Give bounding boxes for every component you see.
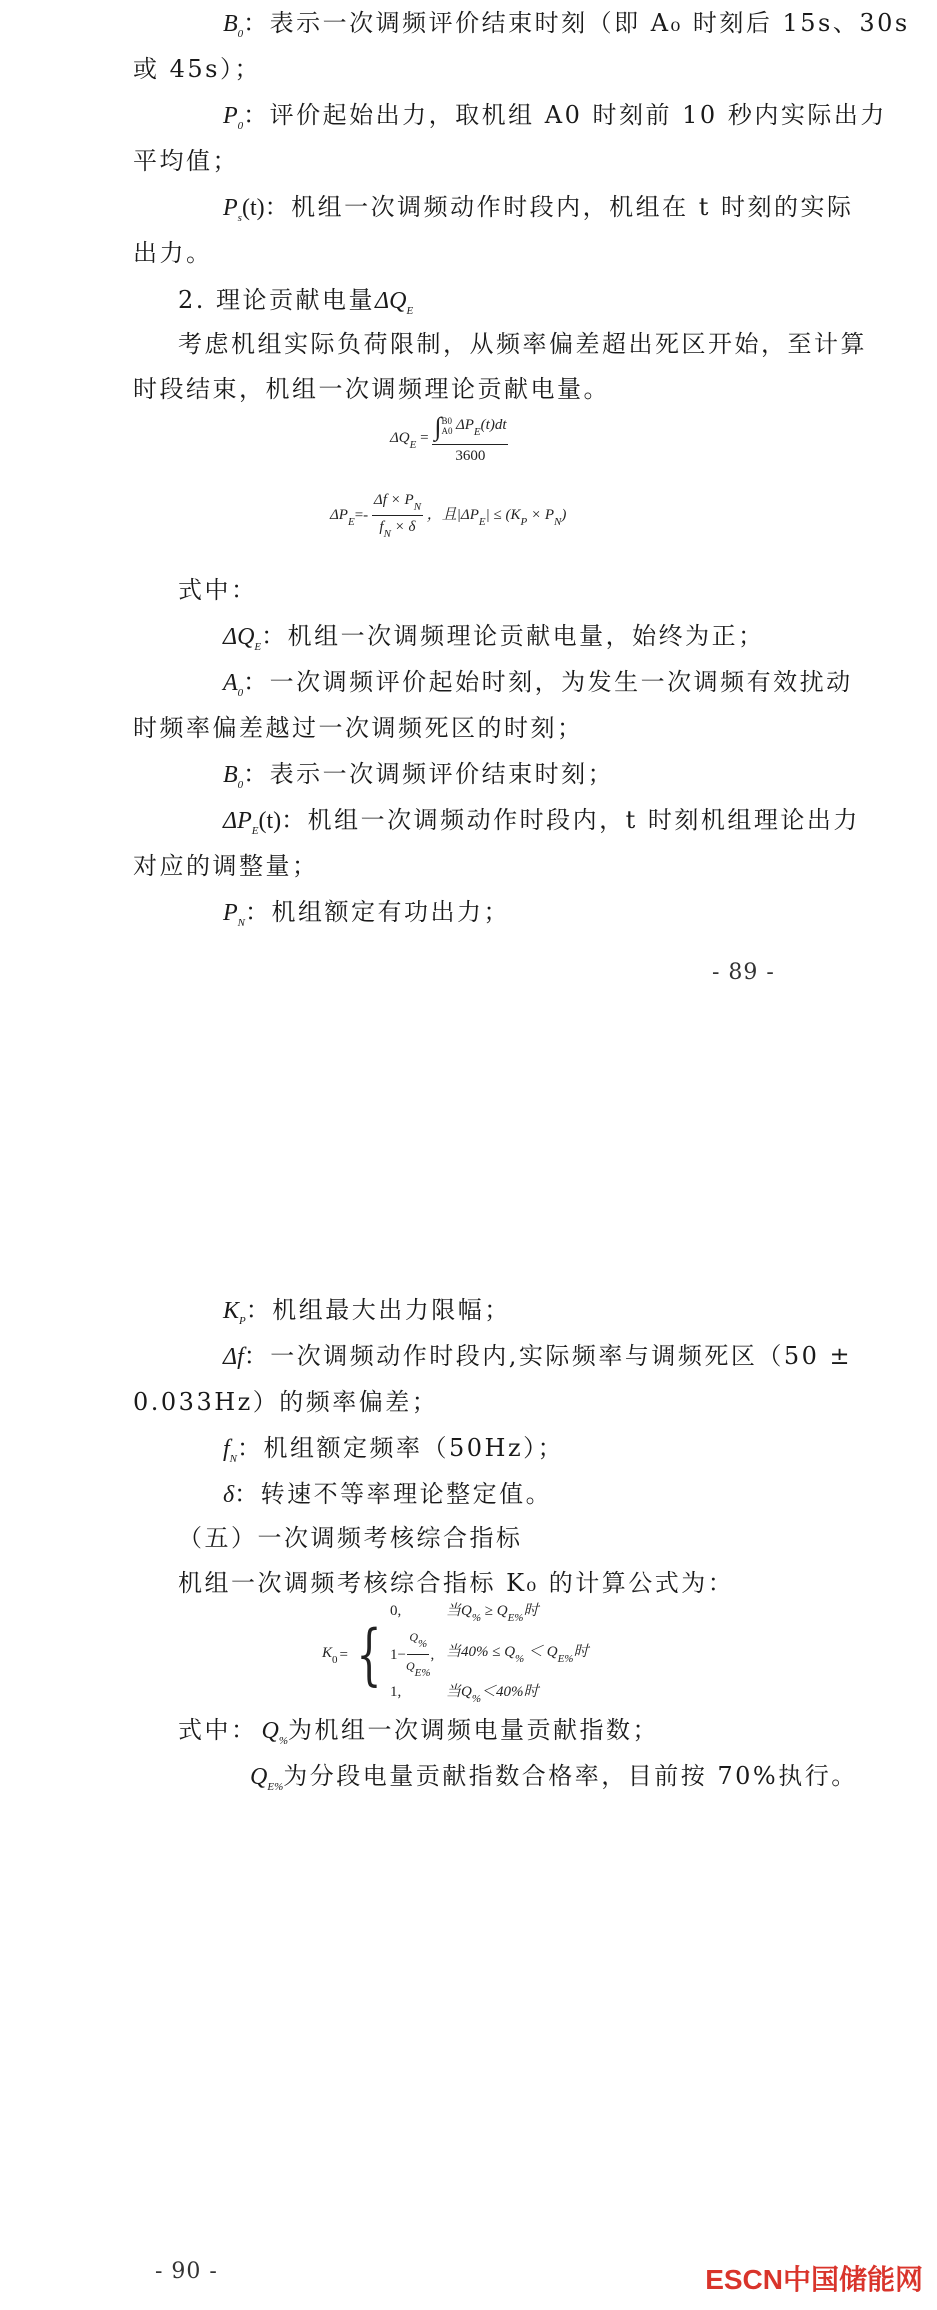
- def-a0-line-2: 时频率偏差越过一次调频死区的时刻；: [133, 714, 584, 742]
- page-number-89: - 89 -: [712, 960, 775, 985]
- paragraph-line-1: 考虑机组实际负荷限制，从频率偏差超出死区开始，至计算: [178, 330, 867, 358]
- section-2-heading: 2. 理论贡献电量$\Delta Q_E$: [178, 286, 414, 317]
- def-delta-line: δ：转速不等率理论整定值。: [223, 1480, 553, 1508]
- def-kp-line: $K_P$：机组最大出力限幅；: [223, 1296, 511, 1327]
- symbol-b0: $B_0$: [223, 11, 244, 40]
- def-ps-line: $P_s(t)$：机组一次调频动作时段内，机组在 t 时刻的实际: [223, 193, 854, 224]
- formula1-lhs: $\Delta Q_E$: [390, 429, 417, 451]
- def-p0-line-2: 平均值；: [133, 147, 239, 175]
- page-number-90: - 90 -: [155, 2259, 218, 2284]
- formula-k0: $K_0$ = { 0, 当$Q_{\%} \ge Q_{E\%}$时 1− $\frac{Q\%}{QE\%}$ , 当$40\% \le Q_{\%} < Q_{E\%}$时 1, 当$Q_{\%}<40\%$时: [322, 1600, 588, 1710]
- def-b0-short-line: $B_0$：表示一次调频评价结束时刻；: [223, 760, 615, 791]
- def-df-line-2: 0.033Hz）的频率偏差；: [133, 1388, 439, 1416]
- escn-watermark-logo: ESCN中国储能网: [705, 2264, 923, 2295]
- formula3-brace: {: [356, 1616, 382, 1693]
- formula-delta-pe: $\Delta P_E=-$ $\frac{\Delta f \times P_N}{f_N \times \delta}$ ，且$|\Delta P_E| \le (K_P \times P_N)$: [330, 492, 567, 540]
- formula3-case-3: 1, 当$Q_{\%}<40\%$时: [389, 1684, 539, 1705]
- def-p0-line: $P_0$：评价起始出力，取机组 A0 时刻前 10 秒内实际出力: [223, 101, 887, 132]
- def-b0-line-2: 或 45s）；: [133, 55, 261, 83]
- def-qe-line: $Q_{E\%}$为分段电量贡献指数合格率，目前按 70%执行。: [250, 1762, 858, 1793]
- paragraph-line-2: 时段结束，机组一次调频理论贡献电量。: [133, 375, 610, 403]
- def-q-line: 式中： $Q_{\%}$为机组一次调频电量贡献指数；: [178, 1716, 660, 1747]
- def-dqe-line: $\Delta Q_E$：机组一次调频理论贡献电量，始终为正；: [223, 622, 765, 653]
- def-ps-line-2: 出力。: [133, 239, 213, 267]
- formula3-case-1: 0, 当$Q_{\%} \ge Q_{E\%}$时: [389, 1603, 539, 1624]
- shizhong-label-1: 式中：: [178, 576, 258, 604]
- def-df-line: Δf：一次调频动作时段内,实际频率与调频死区（50 ±: [223, 1342, 853, 1370]
- k0-intro-line: 机组一次调频考核综合指标 K₀ 的计算公式为：: [178, 1569, 735, 1597]
- formula3-case-2: 1− $\frac{Q\%}{QE\%}$ , 当$40\% \le Q_{\%} < Q_{E\%}$时: [389, 1630, 589, 1679]
- def-a0-line: $A_0$：一次调频评价起始时刻，为发生一次调频有效扰动: [223, 668, 853, 699]
- formula1-fraction: ∫ B0 A0 $\Delta P_E(t)dt$ 3600: [434, 412, 507, 464]
- symbol-dqe: $\Delta Q_E$: [375, 288, 414, 317]
- symbol-p0: $P_0$: [223, 103, 244, 132]
- section-5-heading: （五）一次调频考核综合指标: [178, 1524, 523, 1552]
- symbol-ps: $P_s(t)$: [223, 195, 265, 224]
- def-dpe-line-2: 对应的调整量；: [133, 852, 319, 880]
- def-pn-line: $P_N$：机组额定有功出力；: [223, 898, 511, 929]
- def-fn-line: $f_N$：机组额定频率（50Hz）；: [223, 1434, 565, 1465]
- def-b0-line: $B_0$：表示一次调频评价结束时刻（即 A₀ 时刻后 15s、30s: [223, 9, 910, 40]
- formula2-fraction: $\frac{\Delta f \times P_N}{f_N \times \delta}$: [373, 492, 422, 540]
- formula3-cases: [390, 1600, 588, 1710]
- def-dpe-line: $\Delta P_E(t)$：机组一次调频动作时段内，t 时刻机组理论出力: [223, 806, 860, 837]
- formula-delta-qe: $\Delta Q_E$ = ∫ B0 A0 $\Delta P_E(t)dt$ 3600: [390, 412, 507, 464]
